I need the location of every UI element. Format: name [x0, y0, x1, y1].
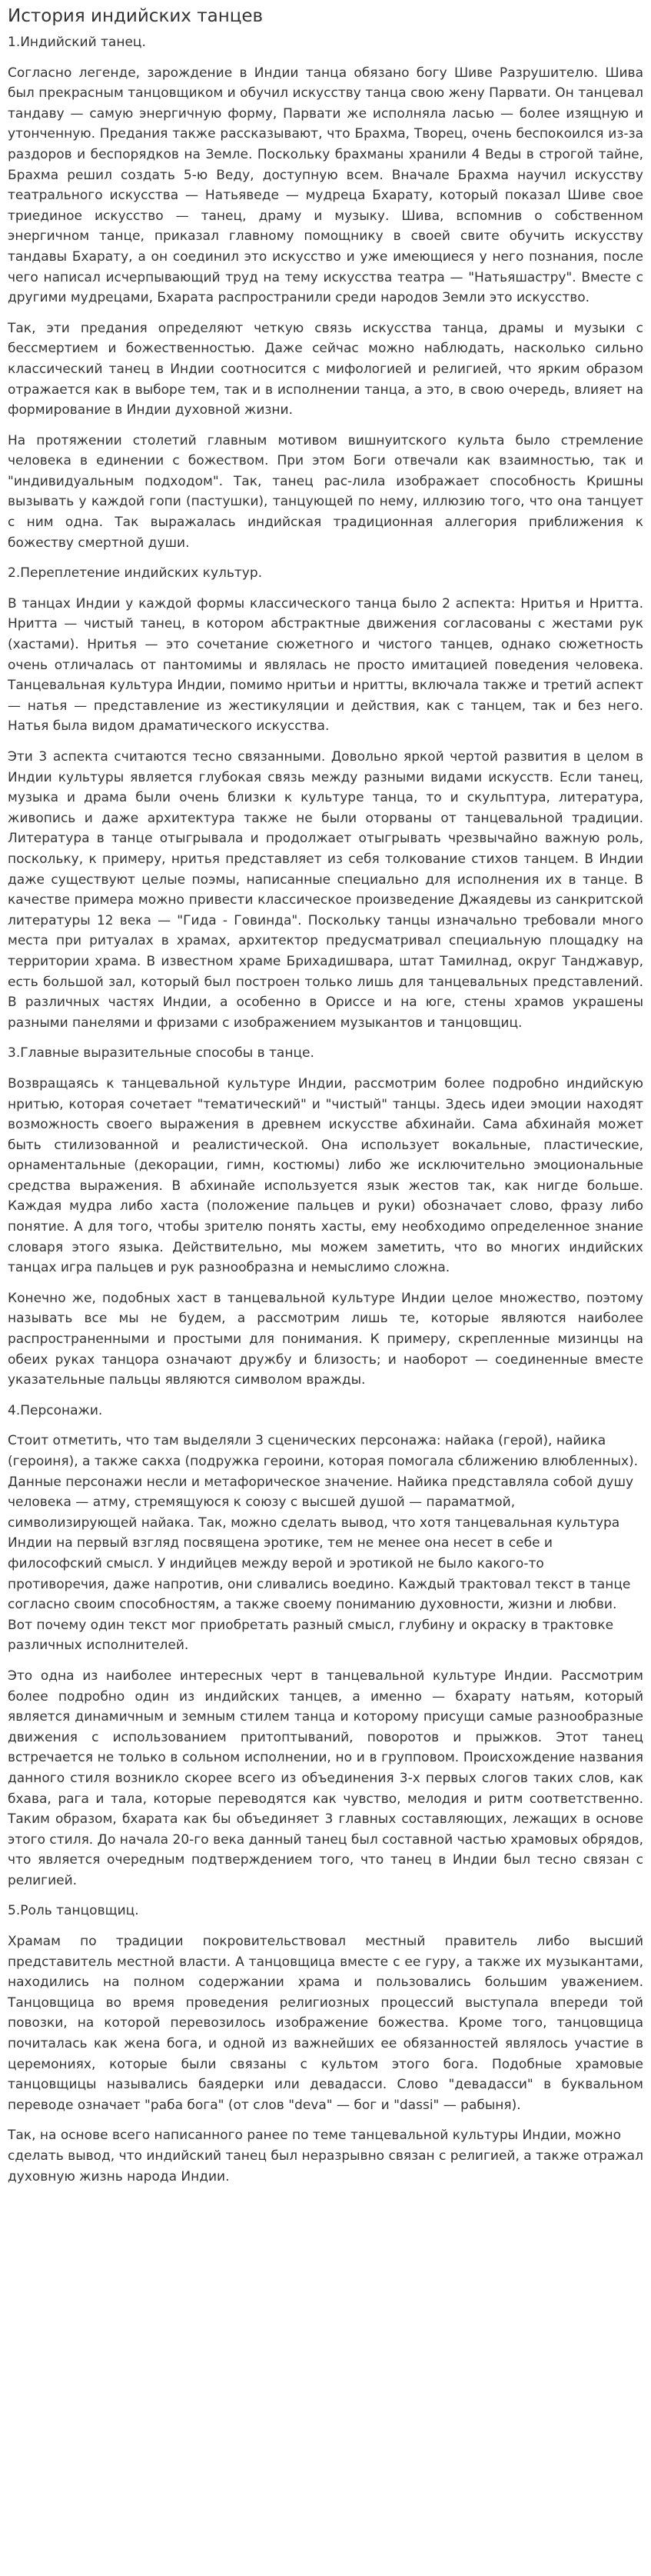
- paragraph-legend: Согласно легенде, зарождение в Индии танца обязано богу Шиве Разрушителю. Шива был прекрасным танцовщиком и обучил искусству танца свою жену Парвати. Он танцевал тандаву — самую энергичную форму, Парвати же исполняла ласью — более изящную и утонченную. Предания также рассказывают, что Брахма, Творец, очень беспокоился из-за раздоров и беспорядков на Земле. Поскольку брахманы хранили 4 Веды в строгой тайне, Брахма решил создать 5-ю Веду, доступную всем. Вначале Брахма научил искусству театрального искусства — Натьяведе — мудреца Бхарату, который показал Шиве свое триединое искусство — танец, драму и музыку. Шива, вспомнив о собственном энергичном танце, приказал главному помощнику в своей свите обучить искусству тандавы Бхарату, а он соединил это искусство и уже имеющиеся у него познания, после чего написал исчерпывающий труд на тему искусства театра — "Натьяшастру". Вместе с другими мудрецами, Бхарата распространили среди народов Земли это искусство.: [8, 65, 643, 306]
- section-heading-expression: 3.Главные выразительные способы в танце.: [8, 1045, 314, 1061]
- paragraph-conclusion: Так, на основе всего написанного ранее по теме танцевальной культуры Индии, можно сделать вывод, что индийский танец был неразрывно связан с религией, а также отражал духовную жизнь народа Индии.: [8, 2128, 643, 2184]
- page-title: История индийских танцев: [8, 6, 264, 26]
- paragraph-nritya-nritta: В танцах Индии у каждой формы классического танца было 2 аспекта: Нритья и Нритта. Нритта — чистый танец, в котором абстрактные движения согласованы с жестами рук (хастами). Нритья — это сочетание сюжетного и чистого танцев, однако сюжетность очень отличалась от пантомимы и являлась не просто имитацией поведения человека. Танцевальная культура Индии, помимо нритьи и нритты, включала также и третий аспект — натья — представление из жестикуляции и действия, как с танцем, так и без него. Натья была видом драматического искусства.: [8, 595, 643, 735]
- section-heading-indian-dance: 1.Индийский танец.: [8, 35, 146, 50]
- section-heading-dancers: 5.Роль танцовщиц.: [8, 1903, 139, 1919]
- paragraph-bharatanatyam: Это одна из наиболее интересных черт в танцевальной культуре Индии. Рассмотрим более подробно один из индийских танцев, а именно — бхарату натьям, который является динамичным и земным стилем танца и которому присущи самые разнообразные движения с использованием притоптываний, поворотов и прыжков. Этот танец встречается не только в сольном исполнении, но и в групповом. Происхождение названия данного стиля возникло скорее всего из объединения 3-х первых слогов таких слов, как бхава, рага и тала, которые переводятся как чувство, мелодия и ритм соответственно. Таким образом, бхарата как бы объединяет 3 главных составляющих, лежащих в основе этого стиля. До начала 20-го века данный танец был составной частью храмовых обрядов, что является очередным подтверждением того, что танец в Индии был тесно связан с религией.: [8, 1668, 643, 1888]
- section-heading-characters: 4.Персонажи.: [8, 1402, 103, 1418]
- section-heading-cultures: 2.Переплетение индийских культур.: [8, 565, 263, 582]
- paragraph-three-aspects: Эти 3 аспекта считаются тесно связанными. Довольно яркой чертой развития в целом в Индии культуры является глубокая связь между разными видами искусств. Если танец, музыка и драма были очень близки к культуре танца, то и скульптура, литература, живопись и даже архитектура также не были оторваны от танцевальной традиции. Литература в танце отыгрывала и продолжает отыгрывать чрезвычайно важную роль, поскольку, к примеру, нритья представляет из себя толкование стихов танцем. В Индии даже существуют целые поэмы, написанные специально для исполнения их в танце. В качестве примера можно привести классическое произведение Джаядевы из санкритской литературы 12 века — "Гида - Говинда". Поскольку танцы изначально требовали много места при ритуалах в храмах, архитектор предусматривал специальную площадку на территории храма. В известном храме Брихадишвара, штат Тамилнад, округ Танджавур, есть большой зал, который был построен только лишь для танцевальных представлений. В различных частях Индии, а особенно в Ориссе и на юге, стены храмов украшены разными панелями и фризами с изображением музыкантов и танцовщиц.: [8, 749, 643, 1031]
- paragraph-devadasi: Храмам по традиции покровительствовал местный правитель либо высший представитель местной власти. А танцовщица вместе с ее гуру, а также их музыкантами, находились на полном содержании храма и пользовались большим уважением. Танцовщица во время проведения религиозных процессий выступала впереди той повозки, на которой перевозилось изображение божества. Кроме того, танцовщица почиталась как жена бога, и одной из важнейших ее обязанностей являлось участие в церемониях, которые были связаны с культом этого бога. Подобные храмовые танцовщицы назывались баядерки или девадасси. Слово "девадасси" в буквальном переводе означает "раба бога" (от слов "deva" — бог и "dassi" — рабыня).: [8, 1934, 643, 2113]
- paragraph-hastas: Конечно же, подобных хаст в танцевальной культуре Индии целое множество, поэтому называть все мы не будем, а рассмотрим лишь те, которые являются наиболее распространенными и простыми для понимания. К примеру, скрепленные мизинцы на обеих руках танцора означают дружбу и близость; и наоборот — соединенные вместе указательные пальцы являются символом вражды.: [8, 1290, 643, 1388]
- paragraph-abhinaya: Возвращаясь к танцевальной культуре Индии, рассмотрим более подробно индийскую нритью, которая сочетает "тематический" и "чистый" танцы. Здесь идеи эмоции находят возможность своего выражения в древнем искусстве абхинайи. Сама абхинайя может быть стилизованной и реалистической. Она использует вокальные, пластические, орнаментальные (декорации, гимн, костюмы) либо же исключительно эмоциональные средства выражения. В абхинайе используется язык жестов так, как нигде больше. Каждая мудра либо хаста (положение пальцев и руки) обозначает слово, фразу либо понятие. А для того, чтобы зрителю понять хасты, ему необходимо определенное знание словаря этого языка. Действительно, мы можем заметить, что во многих индийских танцах игра пальцев и рук разнообразна и немыслимо сложна.: [8, 1075, 643, 1276]
- paragraph-divinity: Так, эти предания определяют четкую связь искусства танца, драмы и музыки с бессмертием и божественностью. Даже сейчас можно наблюдать, насколько сильно классический танец в Индии соотносится с мифологией и религией, что ярким образом отражается как в выборе тем, так и в исполнении танца, а это, в свою очередь, влияет на формирование в Индии духовной жизни.: [8, 320, 643, 418]
- paragraph-vishnuism: На протяжении столетий главным мотивом вишнуитского культа было стремление человека в единении с божеством. При этом Боги отвечали как взаимностью, так и "индивидуальным подходом". Так, танец рас-лила изображает способность Кришны вызывать у каждой гопи (пастушки), танцующей по нему, иллюзию того, что она танцует с ним одна. Так выражалась индийская традиционная аллегория приближения к божеству смертной души.: [8, 432, 643, 551]
- paragraph-characters: Стоит отметить, что там выделяли 3 сценических персонажа: найака (герой), найика (героиня), а также сакха (подружка героини, которая помогала сближению влюбленных). Данные персонажи несли и метафорическое значение. Найика представляла собой душу человека — атму, стремящуюся к союзу с высшей душой — параматмой, символизирующей найака. Так, можно сделать вывод, что хотя танцевальная культура Индии на первый взгляд посвящена эротике, тем не менее она несет в себе и философский смысл. У индийцев между верой и эротикой не было какого-то противоречия, даже напротив, они сливались воедино. Каждый трактовал текст в танце согласно своим способностям, а также своему пониманию духовности, жизни и любви. Вот почему один текст мог приобретать разный смысл, глубину и окраску в трактовке различных исполнителей.: [8, 1433, 639, 1654]
